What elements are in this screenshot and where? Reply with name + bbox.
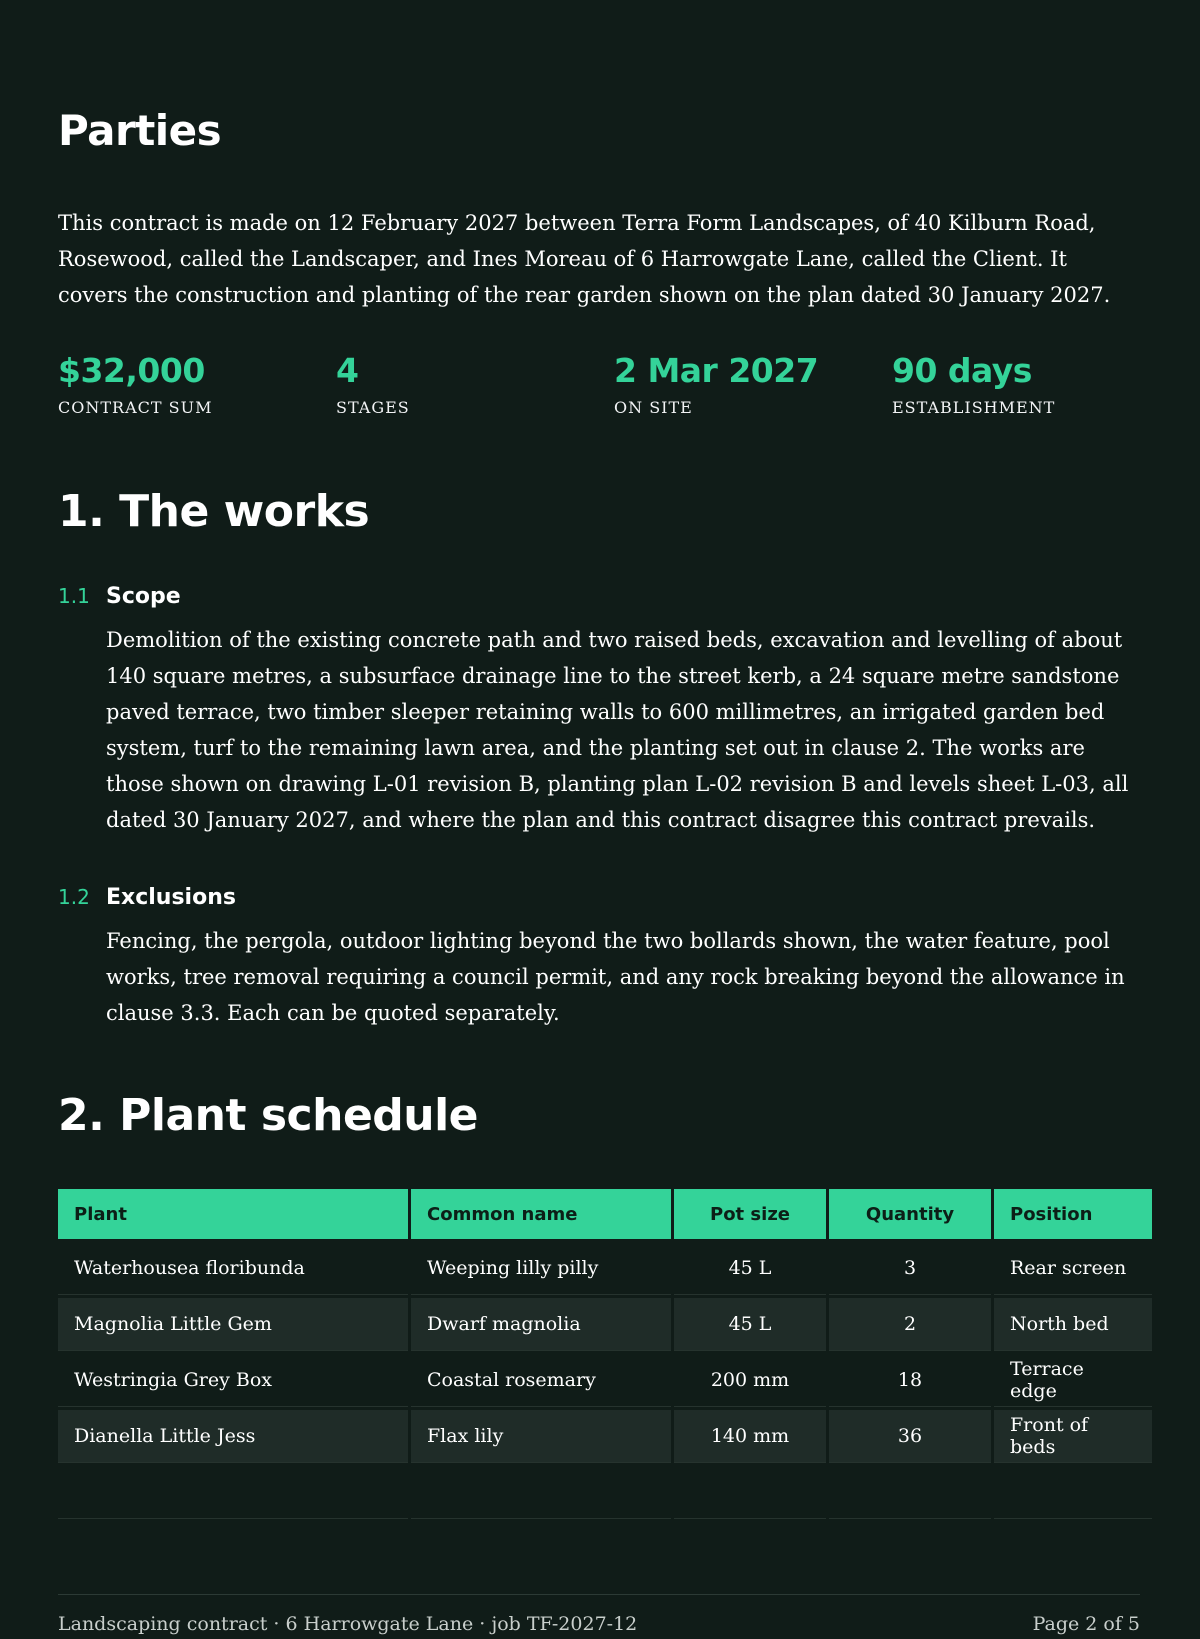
- plant-schedule-heading: 2. Plant schedule: [58, 1090, 479, 1141]
- stat-value: 2 Mar 2027: [614, 351, 819, 390]
- table-row: [58, 1298, 1152, 1351]
- table-header-row: [58, 1189, 1152, 1239]
- cell-common-name: Flax lily: [411, 1410, 671, 1463]
- stat-on-site: [614, 352, 818, 417]
- parties-heading: Parties: [58, 106, 222, 155]
- stat-contract-sum: [58, 352, 212, 417]
- cell-position: Front of beds: [994, 1410, 1152, 1463]
- cell-position: Rear screen: [994, 1242, 1152, 1295]
- clause-exclusions: [58, 885, 1143, 1031]
- stat-stages: [336, 352, 410, 417]
- clause-text: Demolition of the existing concrete path and two raised beds, excavation and levelling of about 140 square metres, a subsurface drainage line to the street kerb, a 24 square metre sandstone paved terrace, two timber sleeper retaining walls to 600 millimetres, an irrigated garden bed system, turf to the remaining lawn area, and the planting set out in clause 2. The works are those shown on drawing L-01 revision B, planting plan L-02 revision B and levels sheet L-03, all dated 30 January 2027, and where the plan and this contract disagree this contract prevails.: [106, 628, 1129, 832]
- stat-label: ON SITE: [614, 398, 693, 417]
- clause-title: Scope: [106, 584, 181, 609]
- column-header-position: Position: [994, 1189, 1152, 1239]
- clause-title: Exclusions: [106, 885, 236, 910]
- cell-pot-size: 45 L: [674, 1242, 826, 1295]
- cell-quantity: 3: [829, 1242, 991, 1295]
- stat-label: CONTRACT SUM: [58, 398, 213, 417]
- cell-quantity: 18: [829, 1354, 991, 1407]
- footer-page-number: Page 2 of 5: [1032, 1613, 1140, 1635]
- clause-text: Fencing, the pergola, outdoor lighting beyond the two bollards shown, the water feature, pool works, tree removal requiring a council permit, and any rock breaking beyond the allowance in clause 3.3. Each can be quoted separately.: [106, 929, 1125, 1025]
- cell-position: North bed: [994, 1298, 1152, 1351]
- cell-plant: Magnolia Little Gem: [58, 1298, 408, 1351]
- stat-label: ESTABLISHMENT: [892, 398, 1056, 417]
- cell-plant: Waterhousea floribunda: [58, 1242, 408, 1295]
- column-header-common-name: Common name: [411, 1189, 671, 1239]
- cell-plant: Westringia Grey Box: [58, 1354, 408, 1407]
- cell-pot-size: 200 mm: [674, 1354, 826, 1407]
- clause-number: 1.2: [58, 885, 90, 909]
- stat-value: 4: [336, 351, 359, 390]
- table-row: [58, 1354, 1152, 1407]
- key-figures: [58, 352, 1158, 432]
- stat-establishment: [892, 352, 1055, 417]
- cell-common-name: Weeping lilly pilly: [411, 1242, 671, 1295]
- cell-common-name: Dwarf magnolia: [411, 1298, 671, 1351]
- cell-quantity: 2: [829, 1298, 991, 1351]
- works-heading: 1. The works: [58, 486, 370, 537]
- cell-quantity: 36: [829, 1410, 991, 1463]
- column-header-pot-size: Pot size: [674, 1189, 826, 1239]
- column-header-plant: Plant: [58, 1189, 408, 1239]
- clause-number: 1.1: [58, 584, 90, 608]
- table-row: [58, 1410, 1152, 1463]
- cell-plant: Dianella Little Jess: [58, 1410, 408, 1463]
- plant-schedule-table: [55, 1186, 1155, 1522]
- cell-pot-size: 140 mm: [674, 1410, 826, 1463]
- clause-scope: [58, 584, 1143, 838]
- stat-label: STAGES: [336, 398, 410, 417]
- cell-pot-size: 45 L: [674, 1298, 826, 1351]
- footer-document-info: Landscaping contract · 6 Harrowgate Lane · job TF-2027-12: [58, 1613, 638, 1635]
- page-footer: [58, 1594, 1140, 1635]
- stat-value: $32,000: [58, 351, 205, 390]
- parties-text: This contract is made on 12 February 2027 between Terra Form Landscapes, of 40 Kilburn Road, Rosewood, called the Landscaper, and Ines Moreau of 6 Harrowgate Lane, called the Client. It covers the construction and planting of the rear garden shown on the plan dated 30 January 2027.: [58, 211, 1111, 307]
- stat-value: 90 days: [892, 351, 1032, 390]
- cell-position: Terrace edge: [994, 1354, 1152, 1407]
- column-header-quantity: Quantity: [829, 1189, 991, 1239]
- cell-common-name: Coastal rosemary: [411, 1354, 671, 1407]
- table-row: [58, 1242, 1152, 1295]
- page-cut-mask: [0, 1480, 1200, 1510]
